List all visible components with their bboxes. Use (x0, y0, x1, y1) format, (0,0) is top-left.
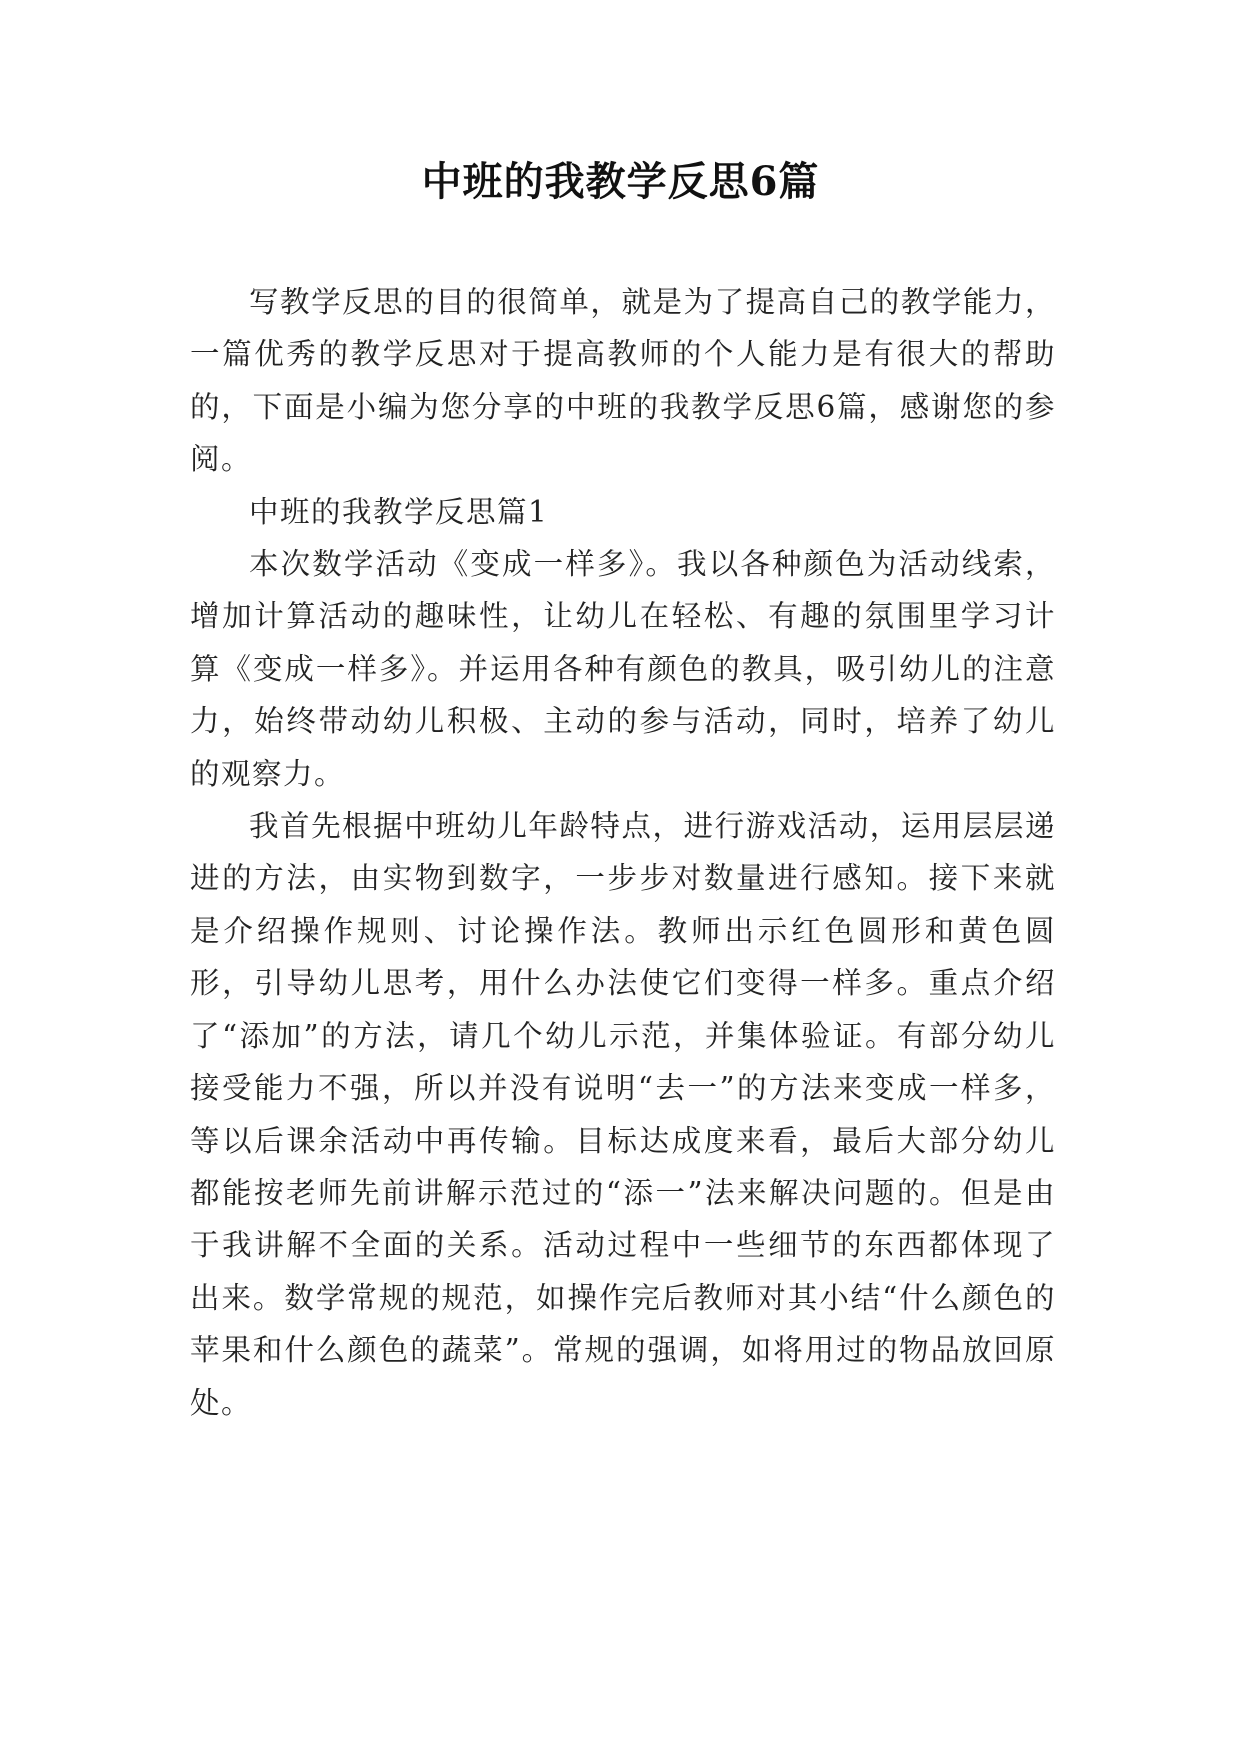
document-title: 中班的我教学反思6篇 (421, 158, 820, 205)
body-paragraph: 我首先根据中班幼儿年龄特点，进行游戏活动，运用层层递进的方法，由实物到数字，一步步对数量进行感知。接下来就是介绍操作规则、讨论操作法。教师出示红色圆形和黄色圆形，引导幼儿思考，用什么办法使它们变得一样多。重点介绍了“添加”的方法，请几个幼儿示范，并集体验证。有部分幼儿接受能力不强，所以并没有说明“去一”的方法来变成一样多，等以后课余活动中再传输。目标达成度来看，最后大部分幼儿都能按老师先前讲解示范过的“添一”法来解决问题的。但是由于我讲解不全面的关系。活动过程中一些细节的东西都体现了出来。数学常规的规范，如操作完后教师对其小结“什么颜色的苹果和什么颜色的蔬菜”。常规的强调，如将用过的物品放回原处。 (190, 809, 1056, 1420)
document-body (190, 276, 1056, 1429)
intro-paragraph: 写教学反思的目的很简单，就是为了提高自己的教学能力，一篇优秀的教学反思对于提高教师的个人能力是有很大的帮助的，下面是小编为您分享的中班的我教学反思6篇，感谢您的参阅。 (190, 285, 1056, 477)
section-heading: 中班的我教学反思篇1 (249, 494, 549, 529)
body-paragraph: 本次数学活动《变成一样多》。我以各种颜色为活动线索，增加计算活动的趣味性，让幼儿在轻松、有趣的氛围里学习计算《变成一样多》。并运用各种有颜色的教具，吸引幼儿的注意力，始终带动幼儿积极、主动的参与活动，同时，培养了幼儿的观察力。 (190, 547, 1056, 791)
